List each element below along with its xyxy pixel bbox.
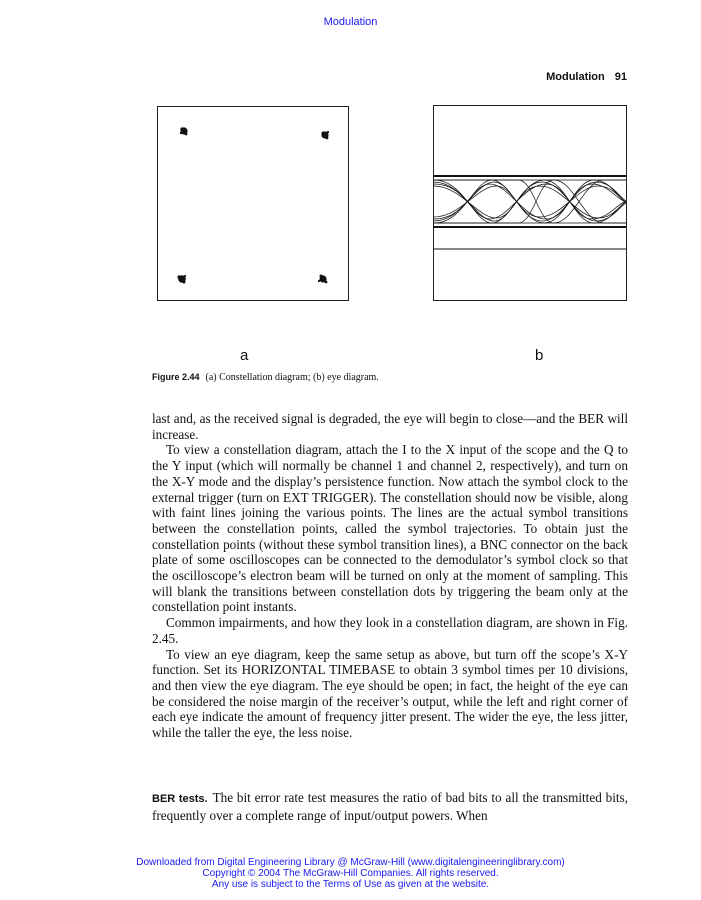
eye-diagram — [433, 105, 627, 301]
paragraph-4: To view an eye diagram, keep the same setup as above, but turn off the scope’s X-Y function. Set its HORIZONTAL TIMEBASE to obtain 3 symbol times per 10 divisions, and then view the eye diagram. The eye should be open; in fact, the height of the eye can be considered the noise margin of the receiver’s output, while the left and right corner of each eye indicate the amount of frequency jitter present. The wider the eye, the less jitter, while the taller the eye, the less noise. — [152, 646, 628, 741]
footer-notice — [0, 857, 701, 890]
footer-copyright[interactable]: Copyright © 2004 The McGraw-Hill Companies. All rights reserved. — [202, 868, 499, 879]
ber-tests-heading: BER tests. — [152, 793, 208, 805]
panel-label-a: a — [240, 347, 249, 364]
figure-caption — [152, 372, 379, 383]
figure-caption-text: (a) Constellation diagram; (b) eye diagram. — [205, 372, 379, 383]
top-link-modulation[interactable]: Modulation — [323, 16, 378, 28]
panel-label-b: b — [535, 347, 544, 364]
ber-tests-text: The bit error rate test measures the ratio of bad bits to all the transmitted bits, frequently over a complete range of input/output powers. When — [152, 790, 628, 823]
paragraph-1: last and, as the received signal is degraded, the eye will begin to close—and the BER will increase. — [152, 411, 628, 442]
constellation-plot — [158, 107, 348, 300]
constellation-diagram — [157, 106, 349, 301]
running-header — [546, 71, 627, 83]
paragraph-3: Common impairments, and how they look in a constellation diagram, are shown in Fig. 2.45. — [152, 615, 628, 646]
running-title: Modulation — [546, 71, 605, 83]
footer-terms[interactable]: Any use is subject to the Terms of Use as given at the website. — [211, 879, 490, 890]
constellation-point-bottom-right — [318, 275, 328, 284]
figure-caption-label: Figure 2.44 — [152, 372, 200, 382]
page-number: 91 — [614, 71, 627, 83]
eye-plot — [434, 106, 626, 300]
constellation-point-bottom-left — [177, 275, 186, 284]
paragraph-2: To view a constellation diagram, attach the I to the X input of the scope and the Q to the Y input (which will normally be channel 1 and channel 2, respectively), and turn on the X-Y mode and the display’s persistence function. Now attach the symbol clock to the external trigger (turn on EXT TRIGGER). The constellation should now be visible, along with faint lines joining the various points. The lines are the actual symbol transitions between the constellation points, called the symbol trajectories. To obtain just the constellation points (without these symbol transition lines), a BNC connector on the back plate of some oscilloscopes can be connected to the demodulator’s symbol clock so that the oscilloscope’s electron beam will be turned on only at the moment of sampling. This will blank the transitions between constellation dots by triggering the beam only at the constellation point instants. — [152, 442, 628, 615]
footer-download-link[interactable]: Downloaded from Digital Engineering Library @ McGraw-Hill (www.digitalengineeringlibrary.com) — [136, 857, 565, 868]
ber-tests-section — [152, 790, 628, 823]
body-text — [152, 411, 628, 741]
constellation-point-top-right — [321, 131, 329, 140]
constellation-point-top-left — [180, 127, 188, 135]
